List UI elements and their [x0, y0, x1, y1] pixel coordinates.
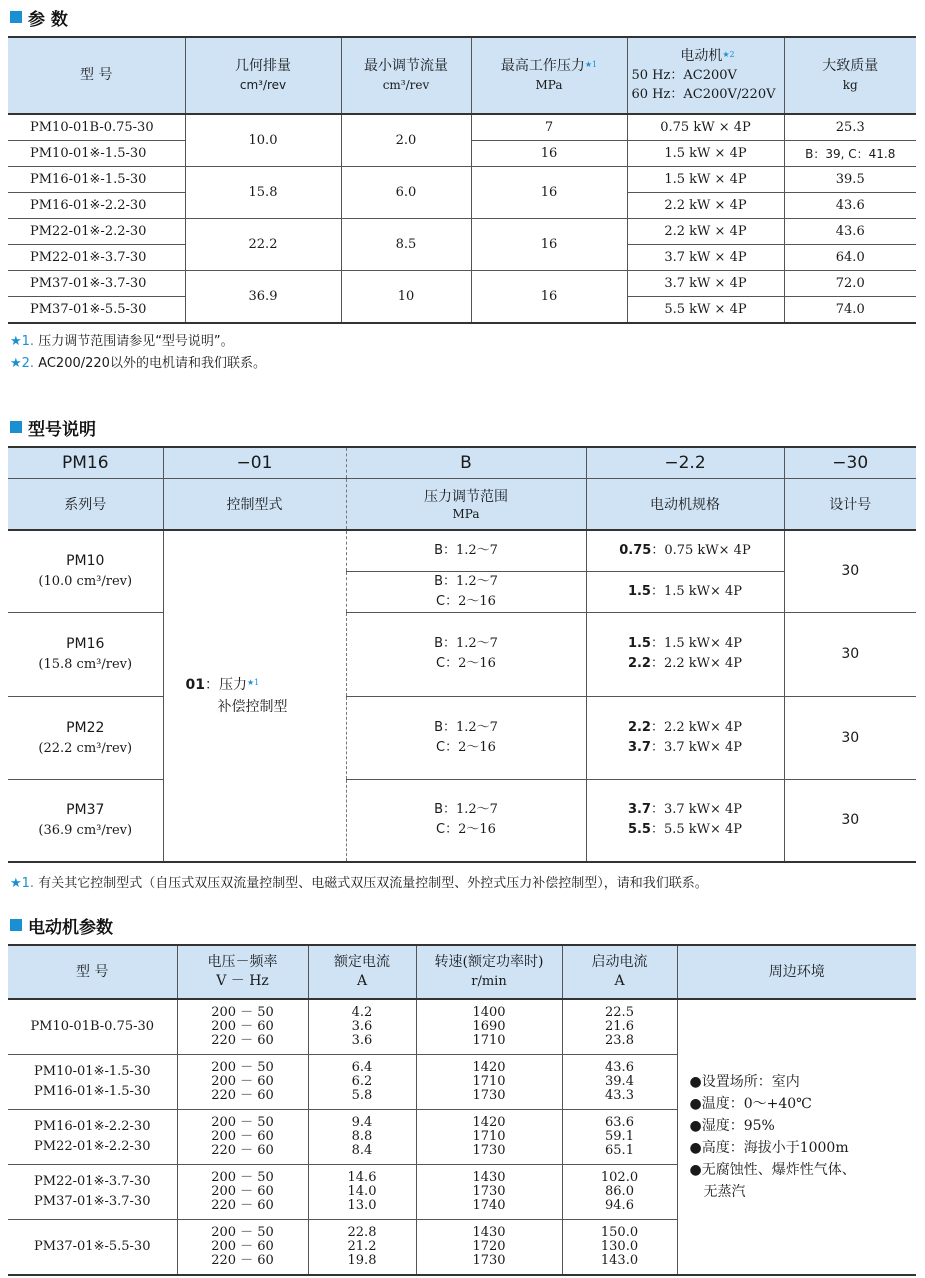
series-cell: PM22 (22.2 cm³/rev): [8, 696, 163, 779]
table-row: [8, 219, 916, 245]
code-pressure: B: [346, 447, 586, 479]
mass-cell: 39.5: [784, 167, 916, 193]
code-row: [8, 447, 916, 479]
header-current: 额定电流 A: [308, 945, 416, 999]
params-table: [8, 36, 916, 324]
model-cell: PM37-01※-5.5-30: [30, 302, 147, 317]
mass-cell: 64.0: [784, 245, 916, 271]
model-cell: PM16-01※-2.2-30: [8, 193, 185, 219]
start-current-cell: 150.0 130.0 143.0: [562, 1220, 677, 1276]
section-title-motor: [10, 914, 113, 936]
model-cell: PM22-01※-3.7-30 PM37-01※-3.7-30: [8, 1165, 177, 1220]
section-title-params: [10, 6, 68, 28]
speed-cell: 1420 1710 1730: [416, 1055, 562, 1110]
voltage-cell: 200 － 50 200 － 60 220 － 60: [177, 1220, 308, 1276]
code-design: −30: [784, 447, 916, 479]
model-cell: PM22-01※-2.2-30: [8, 219, 185, 245]
label-design: 设计号: [784, 479, 916, 531]
note-text: AC200/220以外的电机请和我们联系。: [34, 356, 266, 371]
env-item: ●湿度：95%: [689, 1118, 775, 1134]
voltage-cell: 200 － 50 200 － 60 220 － 60: [177, 999, 308, 1055]
speed-cell: 1430 1730 1740: [416, 1165, 562, 1220]
section-title-text: 型号说明: [28, 419, 96, 440]
table-row: [8, 271, 916, 297]
displacement-cell: 36.9: [185, 271, 341, 324]
header-start-current: 启动电流 A: [562, 945, 677, 999]
env-item: ●设置场所：室内: [689, 1074, 800, 1090]
start-current-cell: 102.0 86.0 94.6: [562, 1165, 677, 1220]
motor-cell: 3.7 kW × 4P: [627, 245, 784, 271]
motor-spec-cell: 3.7：3.7 kW× 4P 5.5：5.5 kW× 4P: [586, 779, 784, 862]
series-cell: PM16 (15.8 cm³/rev): [8, 612, 163, 696]
env-item: ●温度：0～+40℃: [689, 1096, 812, 1112]
header-environment: 周边环境: [677, 945, 916, 999]
mass-cell: 43.6: [784, 219, 916, 245]
start-current-cell: 63.6 59.1 65.1: [562, 1110, 677, 1165]
motor-cell: 1.5 kW × 4P: [627, 141, 784, 167]
current-cell: 4.2 3.6 3.6: [308, 999, 416, 1055]
header-displacement: 几何排量 cm³/rev: [185, 37, 341, 114]
motor-cell: 3.7 kW × 4P: [627, 271, 784, 297]
pressure-cell: 16: [471, 271, 627, 324]
start-current-cell: 22.5 21.6 23.8: [562, 999, 677, 1055]
header-speed: 转速(额定功率时) r/min: [416, 945, 562, 999]
environment-cell: [677, 999, 916, 1275]
square-bullet-icon: [10, 11, 22, 23]
min-flow-cell: 6.0: [341, 167, 471, 219]
code-motor: −2.2: [586, 447, 784, 479]
design-cell: 30: [784, 779, 916, 862]
motor-spec-cell: 2.2：2.2 kW× 4P 3.7：3.7 kW× 4P: [586, 696, 784, 779]
min-flow-cell: 2.0: [341, 114, 471, 167]
mass-cell: 25.3: [784, 114, 916, 141]
mass-cell: 72.0: [784, 271, 916, 297]
voltage-cell: 200 － 50 200 － 60 220 － 60: [177, 1110, 308, 1165]
pressure-range-cell: B：1.2～7 C：2～16: [346, 779, 586, 862]
control-cell: 01：压力$^{★1}$ 补偿控制型: [163, 530, 346, 862]
current-cell: 9.4 8.8 8.4: [308, 1110, 416, 1165]
star-icon: ★1.: [10, 876, 35, 891]
table-row: [8, 114, 916, 141]
square-bullet-icon: [10, 421, 22, 433]
current-cell: 22.8 21.2 19.8: [308, 1220, 416, 1276]
motor-params-table: [8, 944, 916, 1276]
label-series: 系列号: [8, 479, 163, 531]
header-voltage: 电压－频率 V － Hz: [177, 945, 308, 999]
model-cell: PM16-01※-1.5-30: [8, 167, 185, 193]
motor-spec-cell: 1.5：1.5 kW× 4P: [586, 571, 784, 612]
start-current-cell: 43.6 39.4 43.3: [562, 1055, 677, 1110]
section-title-text: 参 数: [28, 9, 68, 30]
star-icon: ★1: [246, 678, 260, 687]
code-control: −01: [163, 447, 346, 479]
table-row: [8, 779, 916, 862]
header-model: 型 号: [8, 945, 177, 999]
note-2: [10, 352, 266, 371]
model-code-table: [8, 446, 916, 863]
note-text: 有关其它控制型式（自压式双压双流量控制型、电磁式双压双流量控制型、外控式压力补偿控制型），请和我们联系。: [34, 876, 708, 891]
square-bullet-icon: [10, 919, 22, 931]
model-cell: PM10-01※-1.5-30 PM16-01※-1.5-30: [8, 1055, 177, 1110]
min-flow-cell: 8.5: [341, 219, 471, 271]
series-cell: PM10 (10.0 cm³/rev): [8, 530, 163, 612]
motor-cell: 0.75 kW × 4P: [627, 114, 784, 141]
star-icon: ★2: [722, 50, 735, 59]
star-icon: ★1: [584, 59, 598, 69]
pressure-range-cell: B：1.2～7 C：2～16: [346, 696, 586, 779]
motor-spec-cell: 1.5：1.5 kW× 4P 2.2：2.2 kW× 4P: [586, 612, 784, 696]
motor-cell: 1.5 kW × 4P: [627, 167, 784, 193]
mass-cell: 43.6: [784, 193, 916, 219]
speed-cell: 1400 1690 1710: [416, 999, 562, 1055]
design-cell: 30: [784, 530, 916, 612]
pressure-range-cell: B：1.2～7 C：2～16: [346, 612, 586, 696]
speed-cell: 1420 1710 1730: [416, 1110, 562, 1165]
table-row: [8, 999, 916, 1055]
env-item: ●高度：海拔小于1000m: [689, 1140, 849, 1156]
current-cell: 6.4 6.2 5.8: [308, 1055, 416, 1110]
env-item: ●无腐蚀性、爆炸性气体、: [689, 1162, 856, 1178]
displacement-cell: 22.2: [185, 219, 341, 271]
model-cell: PM10-01B-0.75-30: [8, 999, 177, 1055]
pressure-range-cell: B：1.2～7: [346, 530, 586, 571]
pressure-cell: 16: [471, 219, 627, 271]
section-title-model-code: [10, 416, 96, 438]
series-cell: PM37 (36.9 cm³/rev): [38, 802, 133, 839]
label-motor: 电动机规格: [586, 479, 784, 531]
pressure-cell: 7: [471, 114, 627, 141]
min-flow-cell: 10: [341, 271, 471, 324]
header-mass: 大致质量 kg: [784, 37, 916, 114]
design-cell: 30: [784, 612, 916, 696]
header-max-pressure: 最高工作压力$^{★1}$ MPa: [471, 37, 627, 114]
model-cell: PM10-01※-1.5-30: [8, 141, 185, 167]
star-icon: ★1.: [10, 334, 35, 349]
displacement-cell: 15.8: [185, 167, 341, 219]
motor-cell: 2.2 kW × 4P: [627, 219, 784, 245]
pressure-cell: 16: [471, 167, 627, 219]
table-row: [8, 612, 916, 696]
model-cell: PM37-01※-5.5-30: [34, 1239, 151, 1254]
current-cell: 14.6 14.0 13.0: [308, 1165, 416, 1220]
star-icon: ★2.: [10, 356, 35, 371]
note-text: 压力调节范围请参见“型号说明”。: [34, 334, 234, 349]
mass-cell: B：39, C：41.8: [784, 141, 916, 167]
model-cell: PM16-01※-2.2-30 PM22-01※-2.2-30: [8, 1110, 177, 1165]
voltage-cell: 200 － 50 200 － 60 220 － 60: [177, 1165, 308, 1220]
table-row: [8, 696, 916, 779]
model-cell: PM22-01※-3.7-30: [8, 245, 185, 271]
code-series: PM16: [8, 447, 163, 479]
motor-cell: 5.5 kW × 4P: [627, 297, 784, 324]
model-cell: PM37-01※-3.7-30: [8, 271, 185, 297]
env-item: 无蒸汽: [689, 1184, 746, 1200]
table-row: [8, 167, 916, 193]
label-control: 控制型式: [163, 479, 346, 531]
model-cell: PM10-01B-0.75-30: [8, 114, 185, 141]
voltage-cell: 200 － 50 200 － 60 220 － 60: [177, 1055, 308, 1110]
note-control: [10, 872, 708, 891]
design-cell: 30: [784, 696, 916, 779]
pressure-cell: 16: [471, 141, 627, 167]
motor-cell: 2.2 kW × 4P: [627, 193, 784, 219]
note-1: [10, 330, 234, 349]
pressure-range-cell: B：1.2～7 C：2～16: [346, 571, 586, 612]
label-row: [8, 479, 916, 531]
header-model: 型 号: [8, 37, 185, 114]
label-pressure: 压力调节范围 MPa: [346, 479, 586, 531]
speed-cell: 1430 1720 1730: [416, 1220, 562, 1276]
displacement-cell: 10.0: [185, 114, 341, 167]
header-motor: 电动机$^{★2}$ 50 Hz：AC200V 60 Hz：AC200V/220V: [627, 37, 784, 114]
section-title-text: 电动机参数: [28, 917, 113, 938]
header-min-flow: 最小调节流量 cm³/rev: [341, 37, 471, 114]
motor-spec-cell: 0.75：0.75 kW× 4P: [586, 530, 784, 571]
table-row: [8, 530, 916, 571]
mass-cell: 74.0: [784, 297, 916, 324]
